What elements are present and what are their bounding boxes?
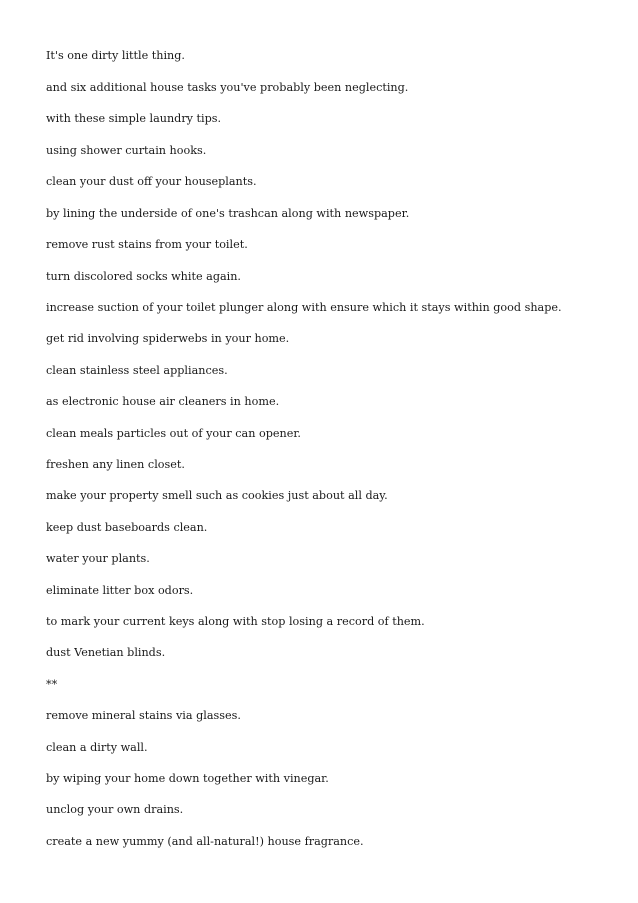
text-line: clean a dirty wall.: [46, 741, 148, 754]
text-line: water your plants.: [46, 552, 150, 565]
text-line: remove mineral stains via glasses.: [46, 709, 241, 722]
text-line: make your property smell such as cookies just about all day.: [46, 489, 388, 502]
text-line: It's one dirty little thing.: [46, 49, 185, 62]
text-line: by wiping your home down together with vinegar.: [46, 772, 329, 785]
text-line: using shower curtain hooks.: [46, 144, 207, 157]
text-line: unclog your own drains.: [46, 803, 184, 816]
text-line: increase suction of your toilet plunger along with ensure which it stays within good shape.: [46, 301, 562, 314]
text-line: eliminate litter box odors.: [46, 584, 194, 597]
text-line: remove rust stains from your toilet.: [46, 238, 248, 251]
text-line: clean stainless steel appliances.: [46, 364, 228, 377]
text-line: keep dust baseboards clean.: [46, 521, 208, 534]
text-line: to mark your current keys along with stop losing a record of them.: [46, 615, 425, 628]
text-line: as electronic house air cleaners in home.: [46, 395, 280, 408]
text-line: with these simple laundry tips.: [46, 112, 222, 125]
text-line: get rid involving spiderwebs in your home.: [46, 332, 290, 345]
text-line: dust Venetian blinds.: [46, 646, 166, 659]
text-line: clean your dust off your houseplants.: [46, 175, 257, 188]
text-line: turn discolored socks white again.: [46, 270, 241, 283]
text-line: **: [46, 678, 58, 691]
text-line: clean meals particles out of your can opener.: [46, 427, 301, 440]
text-line: freshen any linen closet.: [46, 458, 185, 471]
text-line: by lining the underside of one's trashcan along with newspaper.: [46, 207, 410, 220]
text-line: create a new yummy (and all-natural!) house fragrance.: [46, 835, 364, 848]
text-line: and six additional house tasks you've probably been neglecting.: [46, 81, 409, 94]
